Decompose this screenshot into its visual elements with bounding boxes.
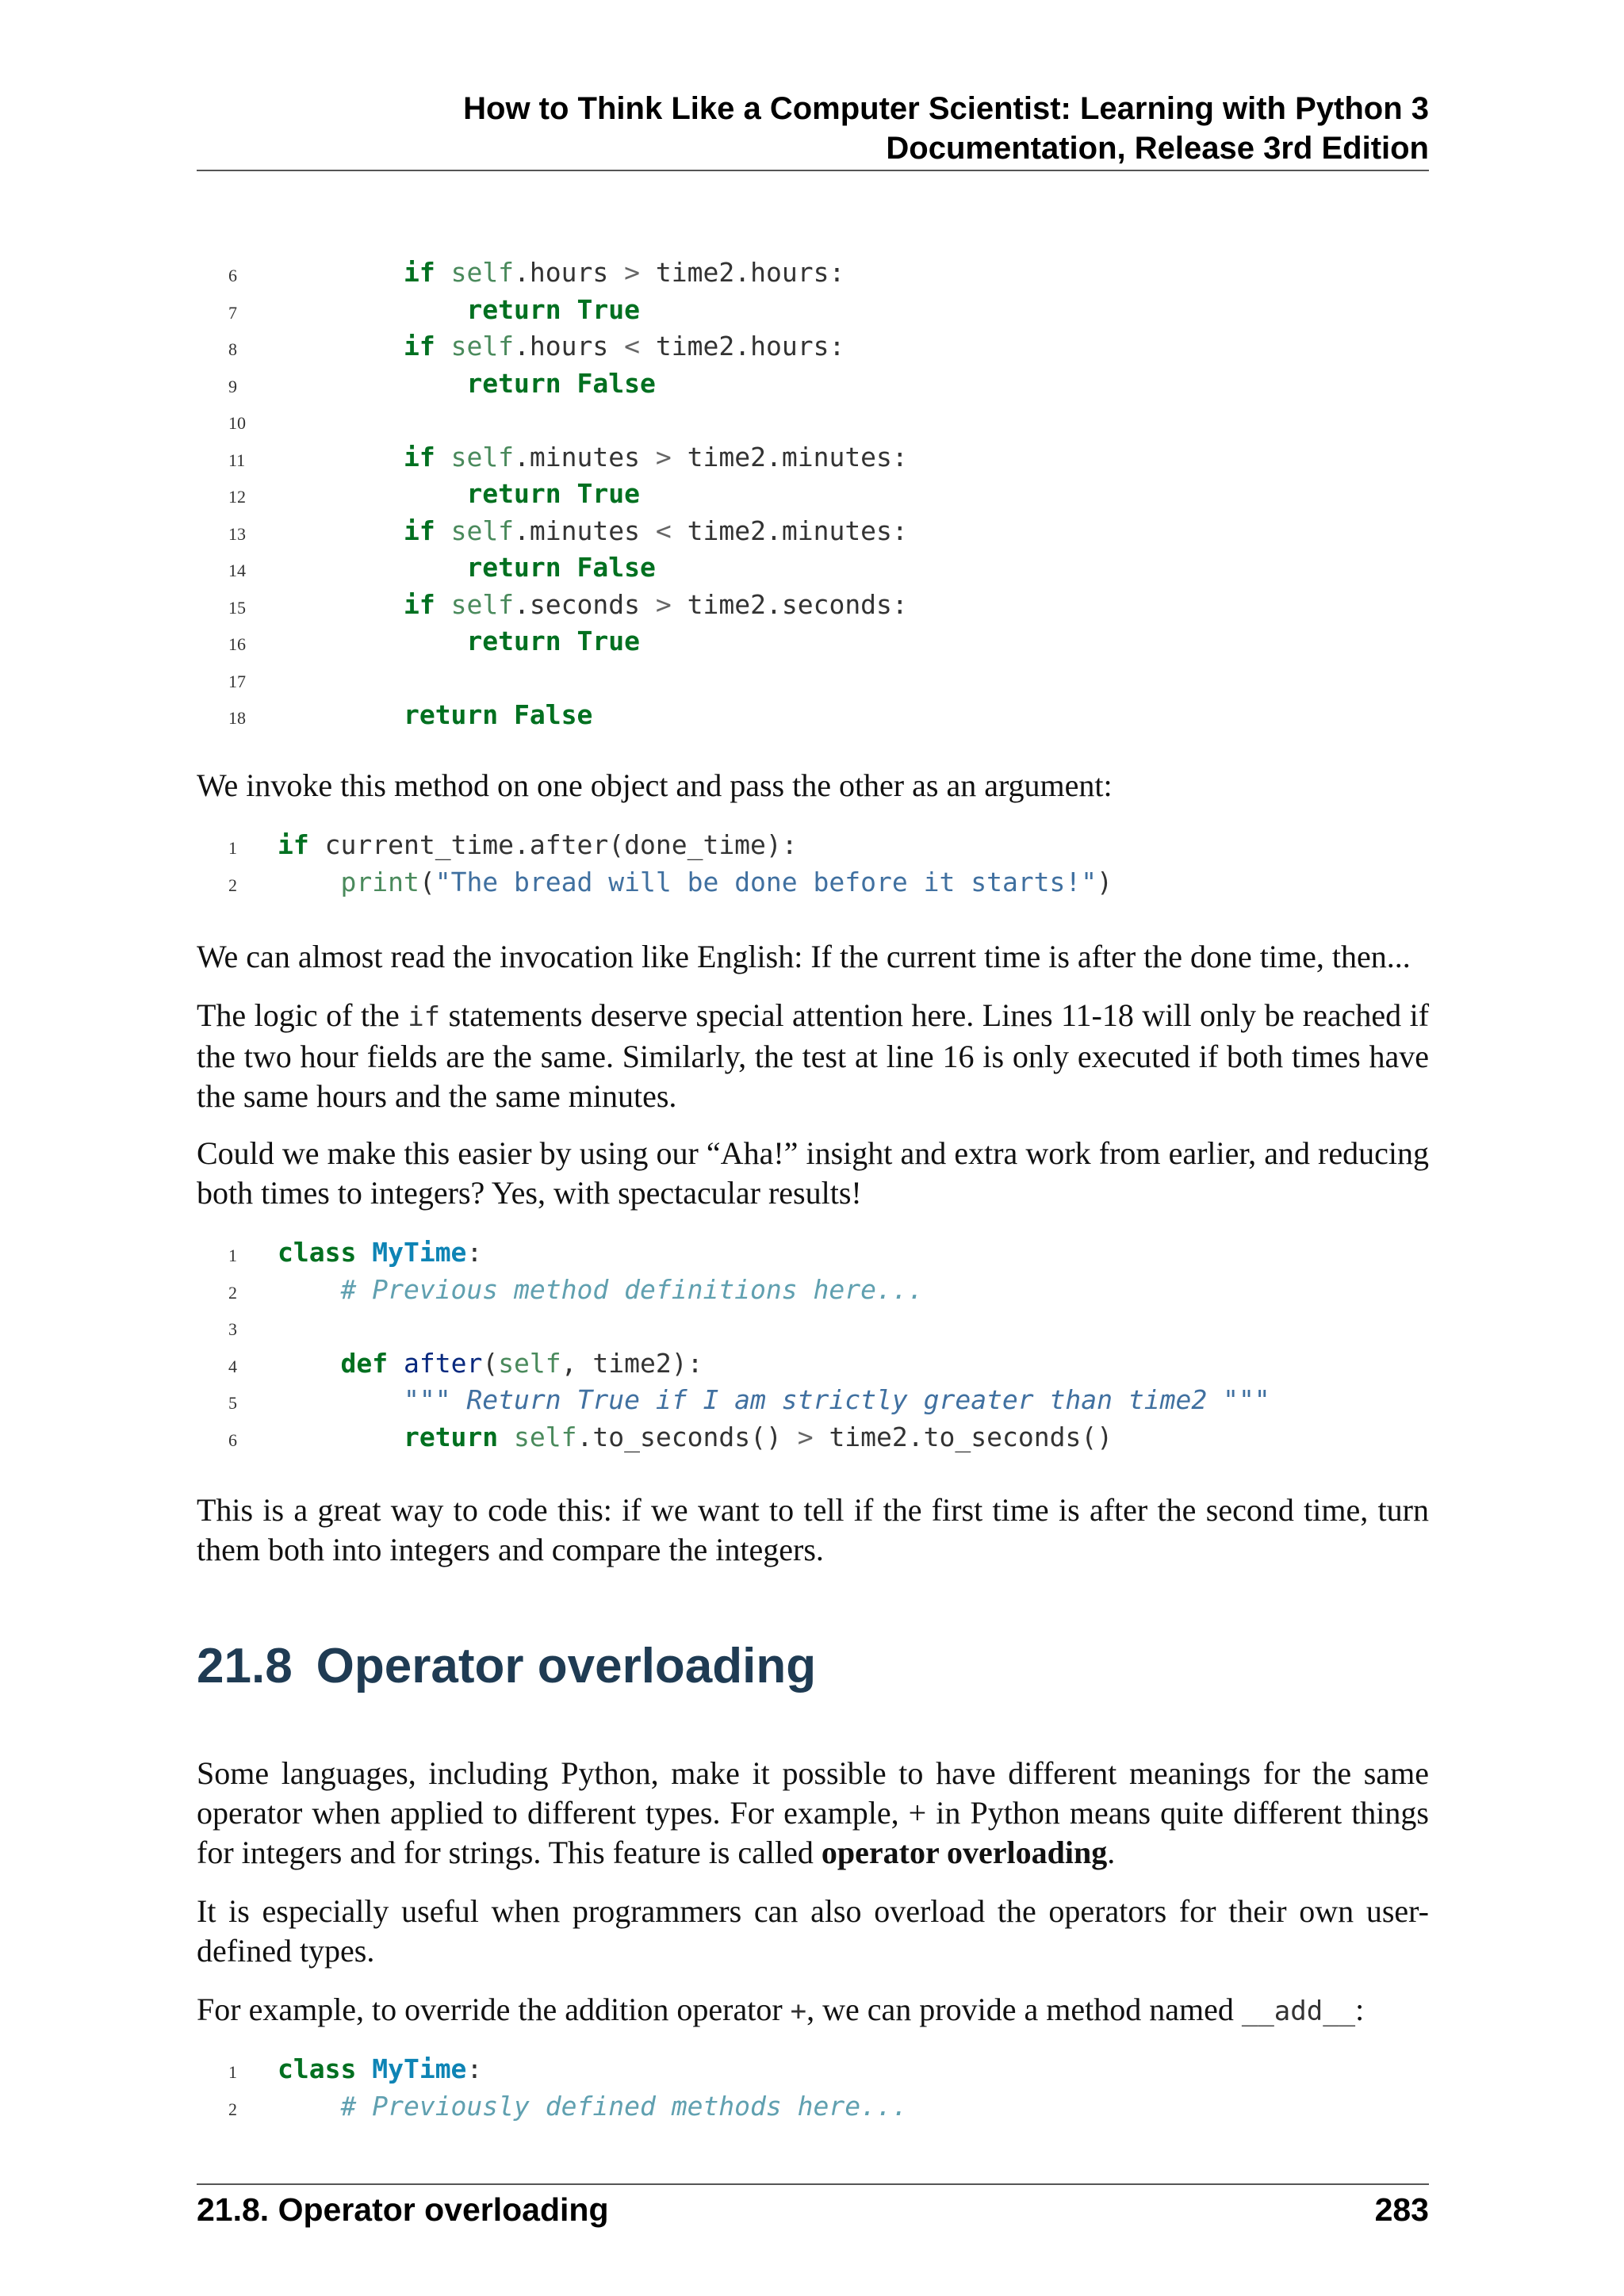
line-number: 9 [228,376,237,396]
line-number: 17 [228,671,246,691]
line-number: 4 [228,1356,237,1376]
section-title: Operator overloading [316,1639,817,1693]
line-number: 16 [228,634,246,654]
code-block-mytime-after [197,1237,1429,1458]
paragraph-override-add: For example, to override the addition operator +, we can provide a method named __add__: [197,1992,1365,2027]
running-header [197,89,1429,168]
line-number: 5 [228,1393,237,1413]
paragraph-invoke: We invoke this method on one object and pass the other as an argument: [197,767,1113,803]
line-number: 1 [228,838,237,858]
code-line: 8 if self.hours < time2.hours: [197,331,1429,368]
paragraph-great-way: This is a great way to code this: if we want to tell if the first time is after the second time, turn them both into integers and compare the integers. [197,1492,1429,1567]
code-line: 1 class MyTime: [197,1237,1429,1274]
code-block-invocation [197,829,1429,903]
footer-rule [197,2183,1429,2185]
code-line: 7 return True [197,294,1429,331]
code-line: 1 class MyTime: [197,2053,1429,2091]
line-number: 14 [228,561,246,580]
code-line: 9 return False [197,368,1429,405]
paragraph-read-english: We can almost read the invocation like English: If the current time is after the done time, then... [197,939,1411,974]
code-line: 12 return True [197,478,1429,515]
section-number: 21.8 [197,1639,293,1693]
code-line: 5 """ Return True if I am strictly greater than time2 """ [197,1384,1429,1422]
code-block-mytime-add [197,2053,1429,2127]
header-line-2: Documentation, Release 3rd Edition [886,131,1429,166]
line-number: 3 [228,1319,237,1339]
line-number: 13 [228,523,246,544]
paragraph-user-defined: It is especially useful when programmers can also overload the operators for their own user-defined types. [197,1893,1429,1969]
line-number: 15 [228,597,246,618]
code-line: 18 return False [197,699,1429,737]
line-number: 1 [228,1246,237,1265]
section-heading [197,1638,816,1694]
code-line: 2 # Previously defined methods here... [197,2091,1429,2128]
line-number: 12 [228,487,246,507]
paragraph-overloading-intro: Some languages, including Python, make it possible to have different meanings for the same operator when applied to different types. For example, + in Python means quite different things for integers and for strings. This feature is called operator overloading. [197,1755,1429,1870]
footer-section: 21.8. Operator overloading [197,2191,609,2228]
code-line: 15 if self.seconds > time2.seconds: [197,589,1429,626]
inline-code-add: __add__ [1241,1996,1356,2027]
code-line [197,1311,1429,1348]
code-line: 2 # Previous method definitions here... [197,1274,1429,1311]
inline-code-plus: + [790,1996,807,2027]
code-line: 4 def after(self, time2): [197,1348,1429,1385]
code-line: 6 if self.hours > time2.hours: [197,257,1429,294]
paragraph-logic: The logic of the if statements deserve special attention here. Lines 11-18 will only be reached if the two hour fields are the same. Similarly, the test at line 16 is only executed if both times have the same hours and the same minutes. [197,997,1430,1114]
line-number: 6 [228,1429,237,1450]
line-number: 2 [228,874,237,895]
code-block-compare-times [197,257,1429,737]
code-line [197,663,1429,700]
header-line-1: How to Think Like a Computer Scientist: Learning with Python 3 [463,91,1429,126]
code-line [197,404,1429,442]
inline-code-if: if [408,1001,441,1033]
code-line: 11 if self.minutes > time2.minutes: [197,442,1429,479]
line-number: 2 [228,2099,237,2119]
line-number: 8 [228,339,237,359]
paragraph-aha: Could we make this easier by using our “Aha!” insight and extra work from earlier, and reducing both times to integers? Yes, with spectacular results! [197,1135,1429,1211]
code-line: 14 return False [197,552,1429,589]
running-footer [197,2191,1429,2229]
line-number: 11 [228,450,246,470]
term-operator-overloading: operator overloading [821,1835,1108,1870]
code-line: 6 return self.to_seconds() > time2.to_seconds() [197,1422,1429,1459]
code-line: 2 print("The bread will be done before it starts!") [197,867,1429,904]
line-number: 10 [228,413,246,433]
page-number: 283 [1374,2191,1429,2228]
header-rule [197,170,1429,171]
line-number: 7 [228,302,237,323]
line-number: 6 [228,266,237,285]
line-number: 2 [228,1282,237,1303]
code-line: 1 if current_time.after(done_time): [197,829,1429,867]
code-line: 13 if self.minutes < time2.minutes: [197,515,1429,553]
code-line: 16 return True [197,626,1429,663]
line-number: 1 [228,2062,237,2082]
line-number: 18 [228,708,246,728]
